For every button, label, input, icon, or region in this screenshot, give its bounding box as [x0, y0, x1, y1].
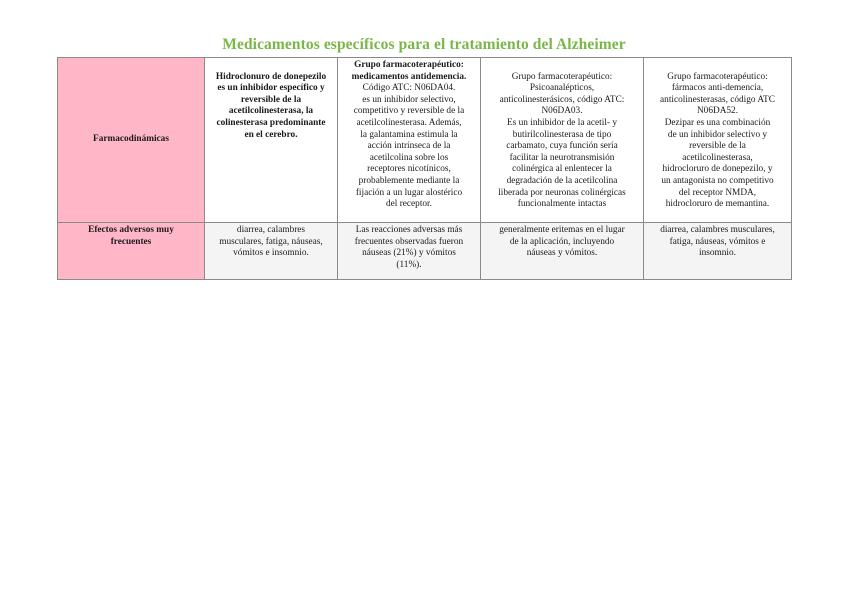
cell-body: Código ATC: N06DA04. es un inhibidor selectivo, competitivo y reversible de la acetilcolinesterasa. Además, la galantamina estimula la acción intrínseca de la acetilcolina sobre los receptores nicotínicos, probablemente mediante la fijación a un lugar alostérico del receptor.: [353, 83, 465, 210]
table-row: [58, 58, 792, 223]
cell-lead: Grupo farmacoterapéutico: medicamentos antidemencia.: [351, 60, 467, 82]
cell-body: diarrea, calambres musculares, fatiga, náuseas, vómitos e insomnio.: [219, 225, 323, 259]
cell-body: Hidroclonuro de donepezilo es un inhibidor específico y reversible de la acetilcolinesterasa, la colinesterasa predominante en el cerebro.: [215, 71, 327, 140]
table-row: [58, 223, 792, 280]
table-cell: [481, 223, 644, 280]
table-cell: [481, 58, 644, 223]
table-cell: [644, 58, 792, 223]
table-cell: [338, 58, 481, 223]
cell-body: diarrea, calambres musculares, fatiga, náuseas, vómitos e insomnio.: [660, 225, 775, 259]
row-header-farmacodinamicas: Farmacodinámicas: [58, 58, 205, 223]
table-cell: [205, 58, 338, 223]
table-cell: [644, 223, 792, 280]
cell-body: Grupo farmacoterapéutico: Psicoanalépticos, anticolinesterásicos, código ATC: N06DA03. Es un inhibidor de la acetil- y butirilcolinesterasa de tipo carbamato, cuya función sería facilitar la neurotransmisión colinérgica al enlentecer la degradación de la acetilcolina liberada por neuronas colinérgicas funcionalmente intactas: [498, 71, 626, 210]
table-cell: [338, 223, 481, 280]
page-title: Medicamentos específicos para el tratamiento del Alzheimer: [222, 36, 626, 53]
table-cell: [205, 223, 338, 280]
row-header-efectos-adversos: Efectos adversos muy frecuentes: [58, 223, 205, 280]
cell-body: Grupo farmacoterapéutico: fármacos anti-demencia, anticolinesterasas, código ATC N06DA52. Dezipar es una combinación de un inhibidor selectivo y reversible de la acetilcolinesterasa, hidrocloruro de donepezilo, y un antagonista no competitivo del receptor NMDA, hidrocloruro de memantina.: [660, 71, 775, 210]
medications-table: [57, 57, 792, 280]
cell-body: Las reacciones adversas más frecuentes observadas fueron náuseas (21%) y vómitos (11%).: [354, 225, 464, 270]
cell-body: generalmente eritemas en el lugar de la aplicación, incluyendo náuseas y vómitos.: [499, 225, 625, 259]
